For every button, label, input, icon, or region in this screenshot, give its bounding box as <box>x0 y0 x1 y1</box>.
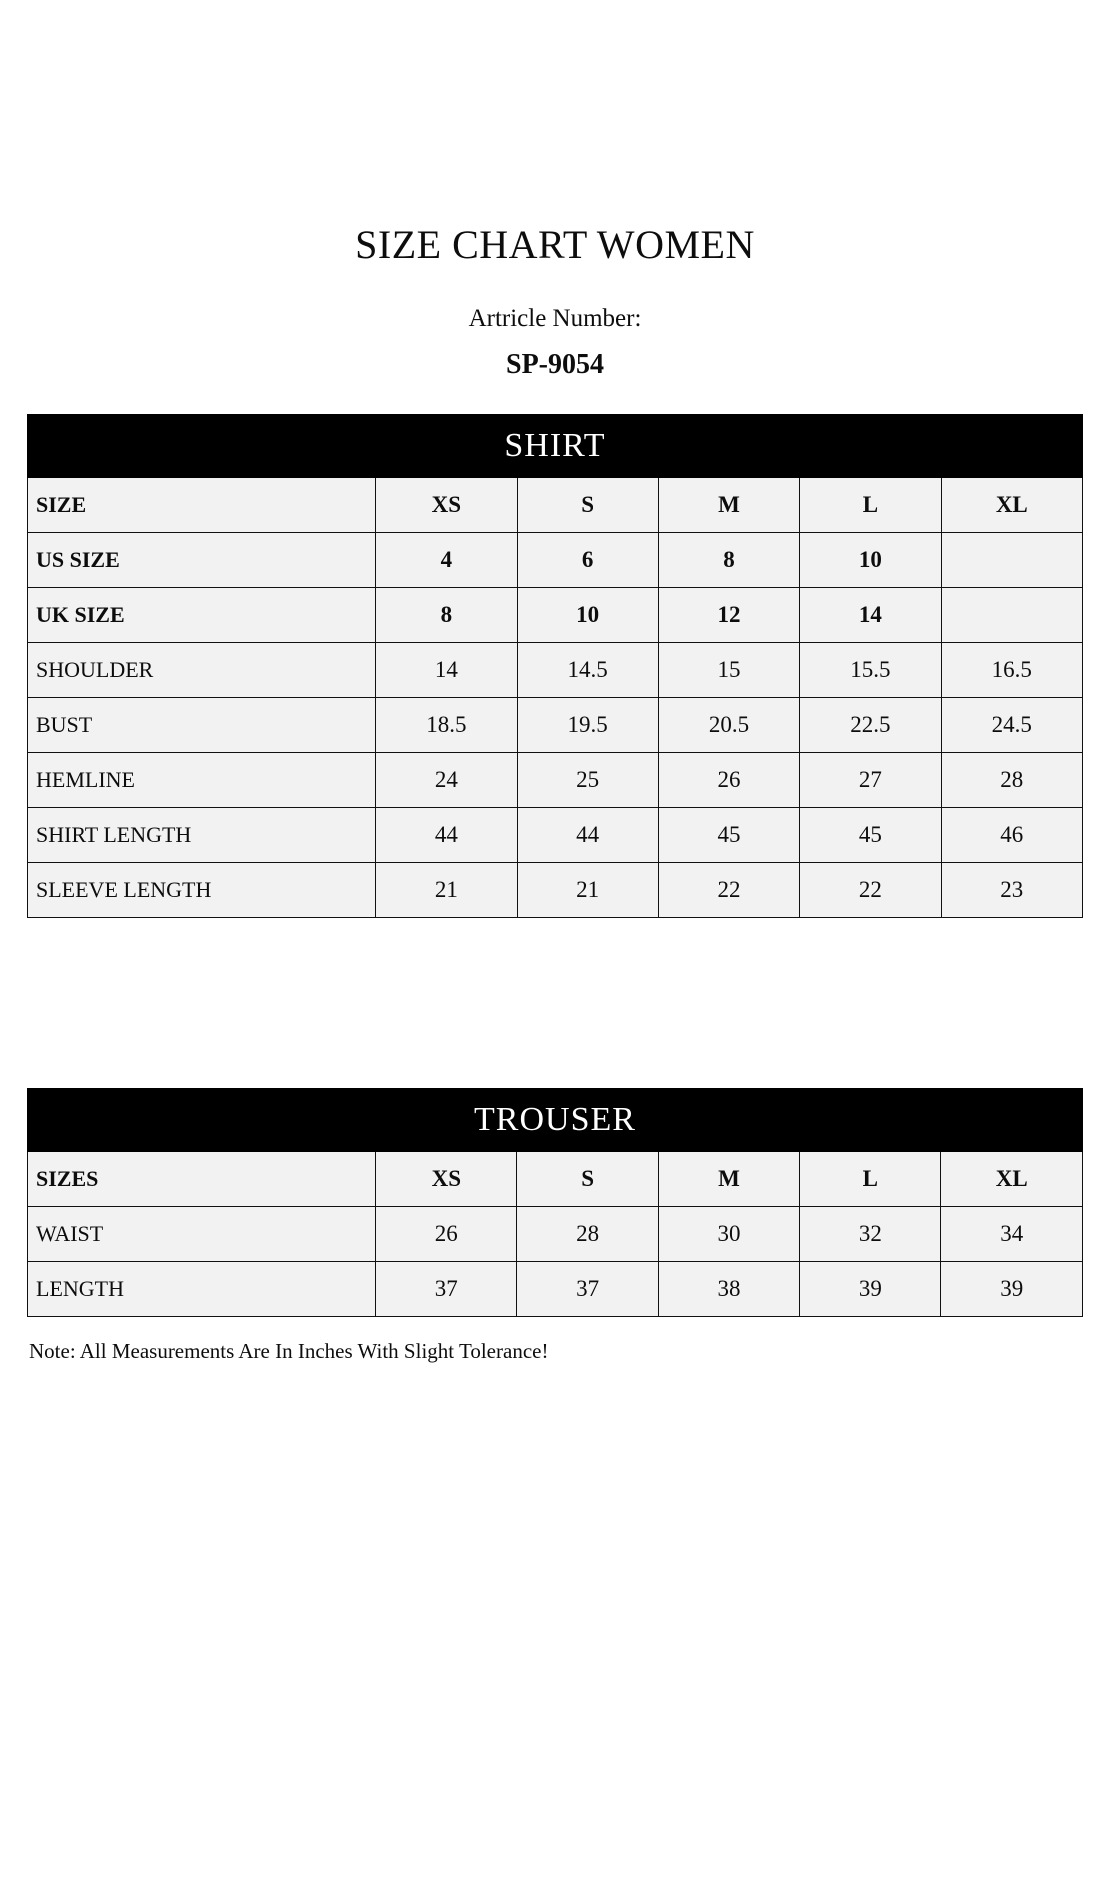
cell-hemline-xl: 28 <box>941 753 1082 808</box>
cell-length-xs: 37 <box>376 1262 517 1317</box>
row-label-us-size: US SIZE <box>28 533 376 588</box>
header-cell-m: M <box>658 478 799 533</box>
row-label-length: LENGTH <box>28 1262 376 1317</box>
table-header-row <box>28 478 1083 533</box>
row-label-shoulder: SHOULDER <box>28 643 376 698</box>
cell-waist-m: 30 <box>658 1207 799 1262</box>
cell-bust-xl: 24.5 <box>941 698 1082 753</box>
cell-waist-s: 28 <box>517 1207 658 1262</box>
header-cell-xl: XL <box>941 1152 1083 1207</box>
cell-sleeve-length-xl: 23 <box>941 863 1082 918</box>
cell-waist-l: 32 <box>800 1207 941 1262</box>
row-label-hemline: HEMLINE <box>28 753 376 808</box>
article-number-label: Artricle Number: <box>468 305 642 332</box>
cell-bust-l: 22.5 <box>800 698 941 753</box>
cell-waist-xl: 34 <box>941 1207 1083 1262</box>
row-label-sleeve-length: SLEEVE LENGTH <box>28 863 376 918</box>
cell-us-size-xs: 4 <box>376 533 517 588</box>
table-row <box>28 698 1083 753</box>
cell-uk-size-m: 12 <box>658 588 799 643</box>
table-row <box>28 533 1083 588</box>
table-row <box>28 1262 1083 1317</box>
cell-shoulder-xs: 14 <box>376 643 517 698</box>
cell-bust-m: 20.5 <box>658 698 799 753</box>
measurement-note: Note: All Measurements Are In Inches With Slight Tolerance! <box>29 1339 549 1363</box>
table-band-row <box>28 1089 1083 1152</box>
table-row <box>28 643 1083 698</box>
row-label-waist: WAIST <box>28 1207 376 1262</box>
table-row <box>28 753 1083 808</box>
table-row <box>28 588 1083 643</box>
header-cell-size: SIZE <box>28 478 376 533</box>
cell-bust-s: 19.5 <box>517 698 658 753</box>
header-cell-m: M <box>658 1152 799 1207</box>
cell-hemline-xs: 24 <box>376 753 517 808</box>
size-chart-page <box>0 223 1110 1888</box>
cell-us-size-l: 10 <box>800 533 941 588</box>
header-cell-l: L <box>800 1152 941 1207</box>
cell-hemline-m: 26 <box>658 753 799 808</box>
header-cell-xs: XS <box>376 1152 517 1207</box>
cell-bust-xs: 18.5 <box>376 698 517 753</box>
trouser-band-label: TROUSER <box>28 1089 1083 1152</box>
shirt-table-wrapper <box>27 414 1083 918</box>
page-title: SIZE CHART WOMEN <box>355 222 755 267</box>
cell-hemline-s: 25 <box>517 753 658 808</box>
row-label-shirt-length: SHIRT LENGTH <box>28 808 376 863</box>
table-band-row <box>28 415 1083 478</box>
cell-shirt-length-xl: 46 <box>941 808 1082 863</box>
cell-shirt-length-m: 45 <box>658 808 799 863</box>
cell-uk-size-xs: 8 <box>376 588 517 643</box>
article-number-value: SP-9054 <box>506 349 604 380</box>
cell-us-size-s: 6 <box>517 533 658 588</box>
header-cell-l: L <box>800 478 941 533</box>
table-header-row <box>28 1152 1083 1207</box>
header-cell-sizes: SIZES <box>28 1152 376 1207</box>
cell-length-s: 37 <box>517 1262 658 1317</box>
cell-sleeve-length-s: 21 <box>517 863 658 918</box>
cell-shoulder-s: 14.5 <box>517 643 658 698</box>
cell-length-l: 39 <box>800 1262 941 1317</box>
cell-us-size-xl <box>941 533 1082 588</box>
header-cell-s: S <box>517 1152 658 1207</box>
shirt-band-label: SHIRT <box>28 415 1083 478</box>
trouser-table-wrapper <box>27 1088 1083 1317</box>
trouser-size-table <box>27 1088 1083 1317</box>
cell-shirt-length-l: 45 <box>800 808 941 863</box>
table-row <box>28 808 1083 863</box>
row-label-bust: BUST <box>28 698 376 753</box>
cell-sleeve-length-xs: 21 <box>376 863 517 918</box>
cell-shoulder-l: 15.5 <box>800 643 941 698</box>
header-cell-xl: XL <box>941 478 1082 533</box>
cell-length-xl: 39 <box>941 1262 1083 1317</box>
cell-shoulder-xl: 16.5 <box>941 643 1082 698</box>
cell-uk-size-s: 10 <box>517 588 658 643</box>
cell-length-m: 38 <box>658 1262 799 1317</box>
cell-hemline-l: 27 <box>800 753 941 808</box>
cell-uk-size-xl <box>941 588 1082 643</box>
cell-sleeve-length-l: 22 <box>800 863 941 918</box>
table-row <box>28 863 1083 918</box>
cell-us-size-m: 8 <box>658 533 799 588</box>
shirt-size-table <box>27 414 1083 918</box>
cell-shoulder-m: 15 <box>658 643 799 698</box>
cell-shirt-length-s: 44 <box>517 808 658 863</box>
cell-sleeve-length-m: 22 <box>658 863 799 918</box>
row-label-uk-size: UK SIZE <box>28 588 376 643</box>
header-cell-xs: XS <box>376 478 517 533</box>
cell-waist-xs: 26 <box>376 1207 517 1262</box>
cell-uk-size-l: 14 <box>800 588 941 643</box>
table-row <box>28 1207 1083 1262</box>
header-cell-s: S <box>517 478 658 533</box>
cell-shirt-length-xs: 44 <box>376 808 517 863</box>
